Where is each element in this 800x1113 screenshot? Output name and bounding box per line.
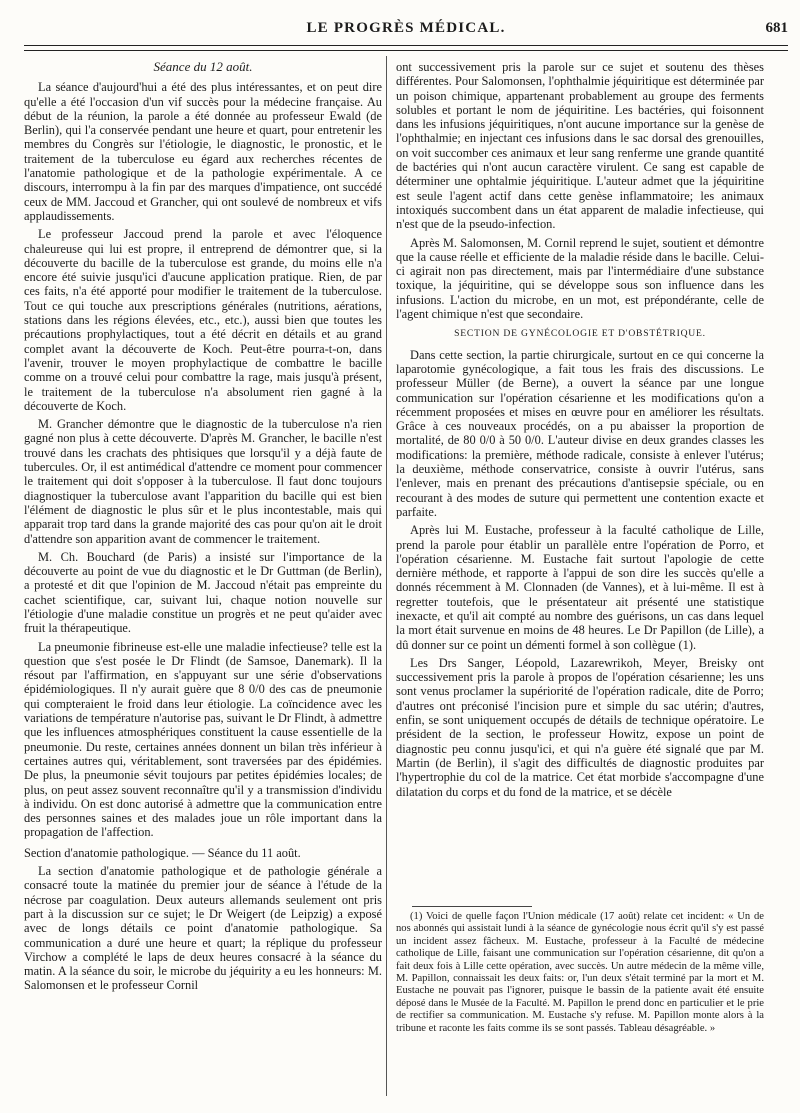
footnote xyxy=(396,911,764,1035)
session-title: Séance du 12 août. xyxy=(153,59,253,74)
page-number: 681 xyxy=(765,20,788,36)
left-column xyxy=(24,60,382,997)
paragraph: Dans cette section, la partie chirurgicale, surtout en ce qui concerne la laparotomie gynécologique, a fait tous les frais des discussions. Le professeur Müller (de Berne), a ouvert la séance par une longue communication sur l'opération césarienne et les modifications qu'on a récemment proposées et mises en œuvre pour en améliorer les résultats. Grâce à ces nouveaux procédés, on a pu abaisser la proportion de mortalité, de 80 0/0 à 50 0/0. L'auteur divise en deux grandes classes les modifications: la première, méthode radicale, consiste à enlever l'utérus; la deuxième, méthode conservatrice, consiste à ouvrir l'utérus, sans l'enlever, mais en prenant des précautions d'antisepsie spéciale, ou en recourant à des modes de suture qui permettent une contention exacte et parfaite. xyxy=(396,347,764,519)
paragraph: M. Ch. Bouchard (de Paris) a insisté sur l'importance de la découverte au point de vue du diagnostic et le Dr Guttman (de Berlin), a protesté et dit que l'opinion de M. Jaccoud n'était pas empreinte du cachet scientifique, car, suivant lui, chaque notion nouvelle sur l'étiologie d'une maladie constitue un progrès et ne peut qu'aider avec fruit la thérapeutique. xyxy=(24,549,382,636)
running-head xyxy=(24,20,788,42)
paragraph: Après lui M. Eustache, professeur à la faculté catholique de Lille, prend la parole pour établir un parallèle entre l'opération de Porro, et l'opération césarienne. M. Eustache fait surtout l'apologie de cette dernière méthode, et rapporte à l'appui de son dire les succès qu'elle a donnés récemment à M. Clonnaden (de Vannes), et à lui-même. Il est à regretter toutefois, que le présentateur ait présenté une statistique inexacte, et qu'il ait compté au nombre des guérisons, un cas dans lequel la mort était survenue en moins de 48 heures. Le Dr Papillon (de Lille), a dû donner sur ce point un démenti formel à son collègue (1). xyxy=(396,523,764,652)
header-rule-bottom xyxy=(24,50,788,51)
footnote-rule xyxy=(412,906,532,907)
footnote-text: (1) Voici de quelle façon l'Union médicale (17 août) relate cet incident: « Un de nos abonnés qui assistait lundi à la séance de gynécologie nous écrit qu'il s'y est passé un incident assez fâcheux. M. Eustache, professeur à la Faculté de médecine catholique de Lille, faisant une communication sur l'opération césarienne, dit qu'on a fait deux fois à Lille cette opération, avec succès. Un autre médecin de la même ville, M. Papillon, connaissait les deux faits: or, l'un deux s'était terminé par la mort et M. Eustache ne pouvait pas l'ignorer, puisque le bassin de la patiente avait été ensuite déposé dans le Musée de la Faculté. M. Papillon le prend donc en particulier et le prie de rectifier sa communication. M. Eustache s'y refuse. M. Papillon monte alors à la tribune et raconte les faits comme ils se sont passés. Tableau désagréable. » xyxy=(396,911,764,1034)
section-title: SECTION DE GYNÉCOLOGIE ET D'OBSTÉTRIQUE. xyxy=(454,328,706,340)
journal-title: LE PROGRÈS MÉDICAL. xyxy=(306,20,506,36)
paragraph: La pneumonie fibrineuse est-elle une maladie infectieuse? telle est la question que s'est posée le Dr Flindt (de Samsoe, Danemark). Il la résout par l'affirmation, en s'appuyant sur une série d'observations épidémiologiques. Il n'y aurait guère que 8 0/0 des cas de pneumonie qui compteraient le froid dans leur étiologie. La coïncidence avec les variations de température n'autorise pas, suivant le Dr Flindt, à admettre que les influences atmosphériques constituent la cause essentielle de la pneumonie. Du reste, certaines années donnent un bilan très inférieur à certaines autres qui, véritablement, sont traversées par des épidémies. De plus, la pneumonie sévit toujours par petites épidémies locales; de plus, on peut assez souvent reconnaître qu'il y a transmission d'individu à individu. On est donc autorisé à admettre que la communication entre des personnes saines et des malades joue un rôle important dans la propagation de l'affection. xyxy=(24,639,382,840)
paragraph: La séance d'aujourd'hui a été des plus intéressantes, et on peut dire qu'elle a été l'occasion d'un vif succès pour la médecine française. Au début de la réunion, la parole a été donnée au professeur Ewald (de Berlin), qui l'a conservée pendant une heure et quart, pour entretenir les membres du Congrès sur l'étiologie, le diagnostic, le pronostic, et le traitement de la tuberculose eu égard aux recherches récentes de l'anatomie pathologique et de la pathologie expérimentale. A ce discours, interrompu à la fin par des marques d'impatience, ont succédé ceux de MM. Jaccoud et Grancher, qui ont soulevé de nombreux et vifs applaudissements. xyxy=(24,80,382,223)
paragraph: Les Drs Sanger, Léopold, Lazarewrikoh, Meyer, Breisky ont successivement pris la parole à propos de l'opération césarienne; les uns sont venus proclamer la supériorité de l'opération radicale, dite de Porro; d'autres ont préconisé l'incision pure et simple du sac utérin; d'autres, enfin, se sont uniquement occupés de détails de technique opératoire. Le président de la section, le professeur Howitz, expose un point de diagnostic peu connu jusqu'ici, et qui n'a guère été signalé que par M. Martin (de Berlin), il s'agit des difficultés de diagnostic produites par l'hypertrophie du col de la matrice. Cet état morbide s'accompagne d'une dilatation du corps et du fond de la matrice, et se décèle xyxy=(396,655,764,799)
paragraph: Après M. Salomonsen, M. Cornil reprend le sujet, soutient et démontre que la cause réelle et efficiente de la maladie réside dans le bacille. Celui-ci agirait non pas directement, mais par l'intermédiaire d'une substance toxique, la jéquiritine, qui se développe sous son influence dans les infusions. L'action du microbe, en un mot, est prépondérante, celle de l'agent chimique n'est que secondaire. xyxy=(396,235,764,322)
paragraph: ont successivement pris la parole sur ce sujet et soutenu des thèses différentes. Pour Salomonsen, l'ophthalmie jéquiritique est déterminée par un poison chimique, appartenant probablement au groupe des ferments solubles et portant le nom de jéquiritine. Les bactéries, qui foisonnent dans les infusions jéquiritiques, n'ont aucune importance sur la genèse de l'ophthalmie; en injectant ces infusions dans le sac dorsal des grenouilles, on voit succomber ces animaux et leur sang renferme une grande quantité de bactéries qui n'ont aucun caractère virulent. Ce sang est capable de déterminer une ophtalmie jéquiritique. L'auteur admet que la jéquiritine est seule l'agent actif dans cette genèse inflammatoire; les animaux intoxiqués succombent dans un état apparent de maladie infectieuse, qui n'est que de la pseudo-infection. xyxy=(396,60,764,232)
header-rule-top xyxy=(24,45,788,46)
paragraph: La section d'anatomie pathologique et de pathologie générale a consacré toute la matinée du premier jour de séance à l'étude de la nécrose par coagulation. Deux auteurs allemands seulement ont pris part à la discussion sur ce sujet; le Dr Weigert (de Leipzig) a exposé avec de longs détails ce point d'anatomie pathologique. Sa communication a duré une heure et quart; la réplique du professeur Virchow a complété le laps de deux heures consacré à la séance du matin. A la séance du soir, le microbe du jéquirity a eu les honneurs: M. Salomonsen et le professeur Cornil xyxy=(24,864,382,993)
paragraph: Le professeur Jaccoud prend la parole et avec l'éloquence chaleureuse qui lui est propre, il entreprend de démontrer que, si la découverte du bacille de la tuberculose est grande, du moins elle n'a encore été suivie jusqu'ici d'aucune application pratique. Rien, de par ces faits, n'a été apporté pour modifier le traitement de la tuberculose. Tout ce qui touche aux prescriptions générales (nutritions, aérations, stations dans les régions élevées, etc., etc.), aussi bien que toutes les précautions prophylactiques, tout a été décrit en détails et au grand complet avant la découverte de Koch. Peut-être pourra-t-on, dans l'avenir, trouver le moyen prophylactique de combattre le bacille comme on a trouvé celui pour combattre la rage, mais jusqu'à présent, le traitement de la tuberculose n'a absolument rien gagné à la découverte de Koch. xyxy=(24,227,382,413)
section-title: Section d'anatomie pathologique. — Séance du 11 août. xyxy=(24,845,301,860)
right-column xyxy=(396,60,764,803)
paragraph: M. Grancher démontre que le diagnostic de la tuberculose n'a rien gagné non plus à cette découverte. D'après M. Grancher, le bacille n'est trouvé dans les crachats des phtisiques que lorsqu'il y a déjà faute de tubercules. Or, il est antimédical d'attendre ce moment pour commencer le traitement qui doit s'opposer à la tuberculose. Il faut donc toujours diagnostiquer la tuberculose avant l'apparition du bacille qui est bien l'élément de diagnostic le plus sûr et le plus incontestable, mais qui apparait trop tard dans la grande majorité des cas pour qu'on ait le droit d'attendre son apparition avant de commencer le traitement. xyxy=(24,417,382,546)
column-divider xyxy=(386,56,387,1096)
